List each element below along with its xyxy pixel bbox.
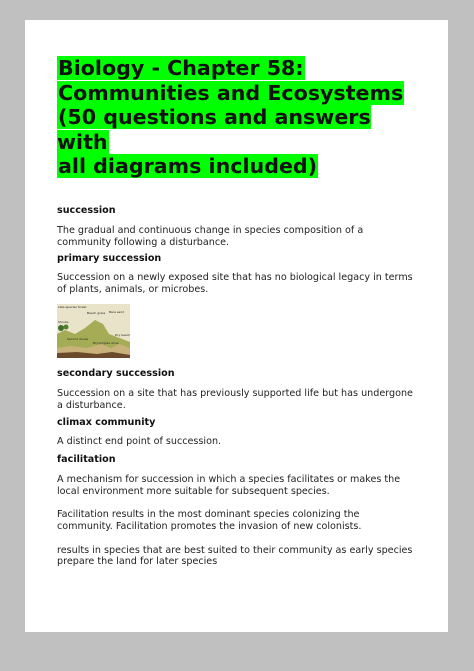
title-line: Communities and Ecosystems: [58, 80, 404, 105]
tree-icon: [58, 325, 64, 331]
definition-climax-community: A distinct end point of succession.: [57, 435, 222, 447]
definition-facilitation-extra: Facilitation results in the most dominant species colonizing the community. Facilitation promotes the invasion of new colonists.: [57, 509, 362, 532]
label-forest: Late-species forest: [58, 305, 87, 310]
title-line: (50 questions and answers with: [57, 105, 371, 154]
label-bare-sand: Bare sand: [109, 310, 125, 315]
document-page: [25, 20, 448, 632]
title-line: all diagrams included): [58, 154, 318, 179]
label-first-dune: Bryophytes dune: [93, 341, 119, 346]
title-line: Biology - Chapter 58:: [58, 56, 304, 80]
label-dry-beach: Dry beach: [115, 333, 130, 338]
term-facilitation: facilitation: [57, 454, 116, 466]
term-secondary-succession: secondary succession: [57, 368, 175, 380]
page-title: [57, 56, 418, 179]
term-climax-community: climax community: [57, 416, 156, 428]
definition-facilitation-extra: results in species that are best suited to their community as early species prepare the land for later species: [57, 544, 413, 568]
tree-icon: [64, 325, 69, 330]
term-succession: succession: [57, 204, 116, 216]
succession-diagram: [57, 304, 130, 358]
definition-succession: The gradual and continuous change in species composition of a community following a disturbance.: [57, 224, 364, 248]
label-shrubs: Shrubs: [58, 320, 69, 325]
label-beach-grass: Beach grass: [87, 311, 106, 316]
definition-facilitation: A mechanism for succession in which a species facilitates or makes the local environment more suitable for subsequent species.: [57, 474, 401, 497]
label-second-dunes: Second dunes: [67, 337, 89, 342]
term-primary-succession: primary succession: [57, 253, 162, 265]
definition-primary-succession: Succession on a newly exposed site that has no biological legacy in terms of plants, animals, or microbes.: [57, 272, 413, 295]
definition-secondary-succession: Succession on a site that has previously supported life but has undergone a disturbance.: [57, 388, 413, 411]
